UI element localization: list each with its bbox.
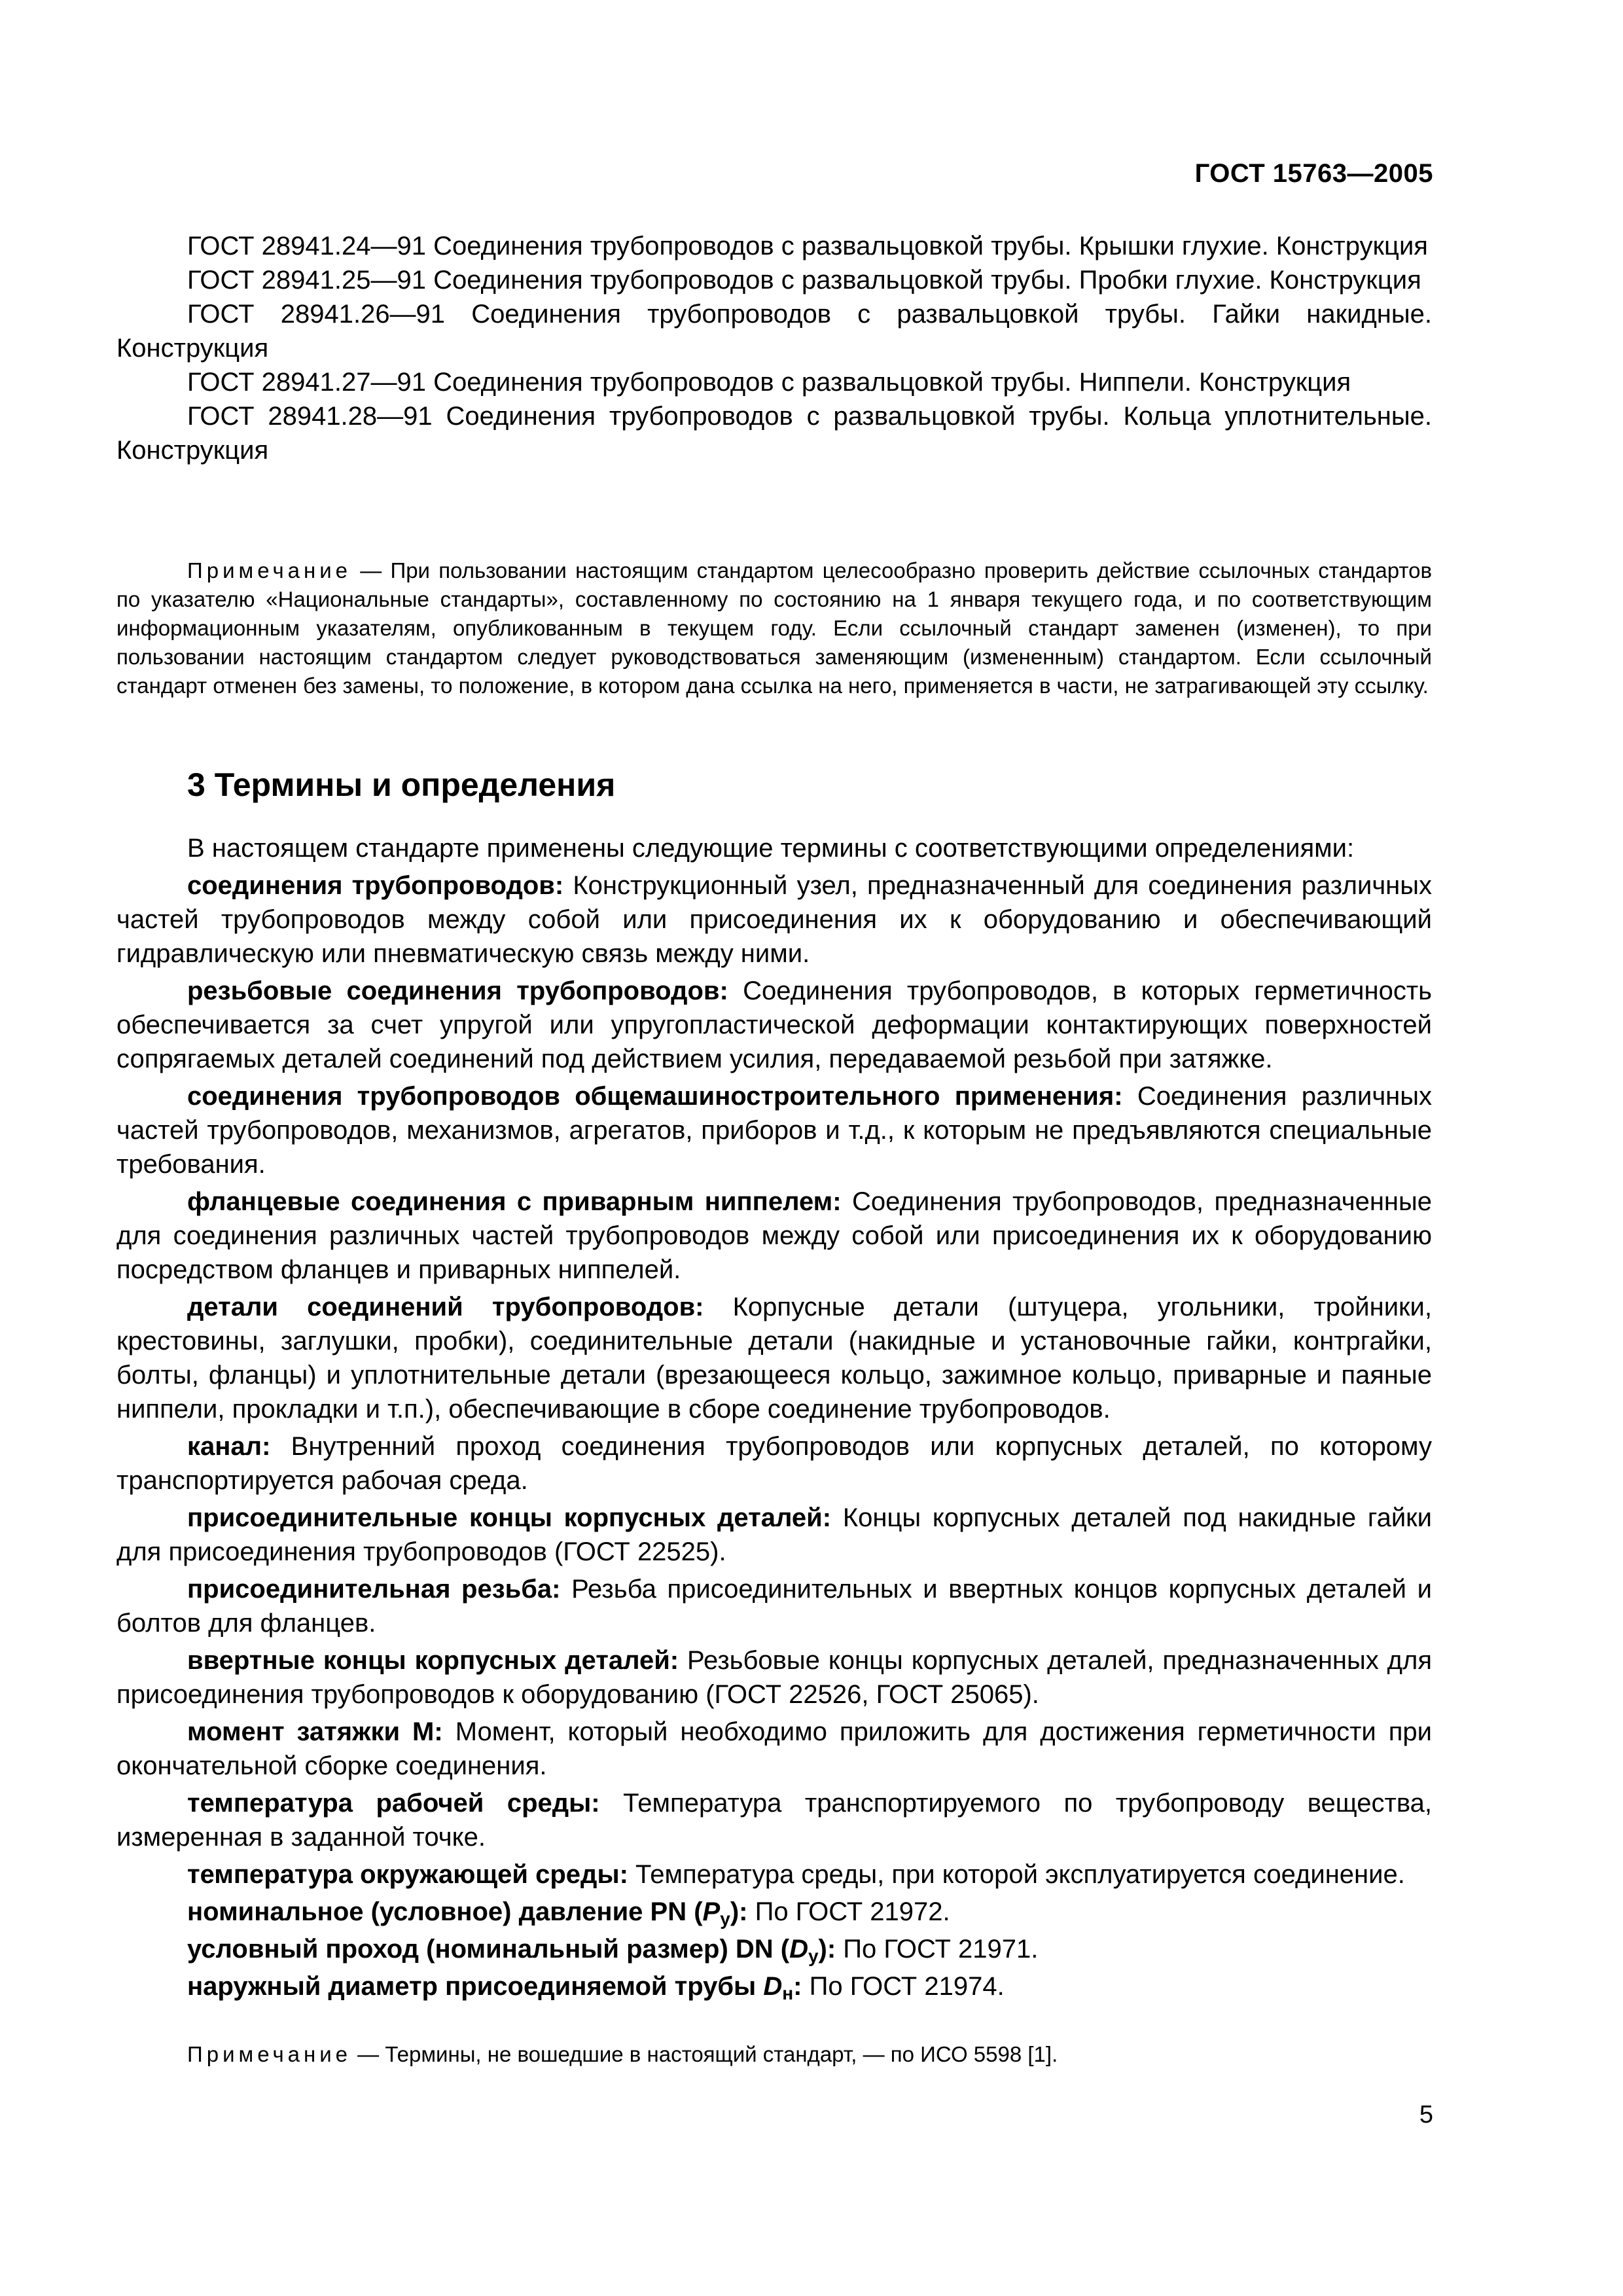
term-symbol: D xyxy=(789,1935,808,1964)
term-text: По ГОСТ 21971. xyxy=(836,1935,1039,1964)
term-definition xyxy=(116,1185,1432,1287)
reference-item: ГОСТ 28941.24—91 Соединения трубопроводов с развальцовкой трубы. Крышки глухие. Конструкция xyxy=(187,232,1428,260)
term-text: Внутренний проход соединения трубопроводов или корпусных деталей, по которому транспортируется рабочая среда. xyxy=(116,1432,1432,1495)
term-definition xyxy=(116,1715,1432,1783)
term-text: Корпусные детали (штуцера, угольники, тройники, крестовины, заглушки, пробки), соединительные детали (накидные и установочные гайки, контргайки, болты, фланцы) и уплотнительные детали (врезающееся кольцо, зажимное кольцо, приварные и паяные ниппели, прокладки и т.п.), обеспечивающие в сборе соединение трубопроводов. xyxy=(116,1293,1432,1424)
term-name: наружный диаметр присоединяемой трубы $D_н$: xyxy=(187,1972,802,2003)
note-text: — При пользовании настоящим стандартом целесообразно проверить действие ссылочных стандартов по указателю «Национальные стандарты», составленному по состоянию на 1 января текущего года, и по соответствующим информационным указателям, опубликованным в текущем году. Если ссылочный стандарт заменен (изменен), то при пользовании настоящим стандартом следует руководствоваться заменяющим (измененным) стандартом. Если ссылочный стандарт отменен без замены, то положение, в котором дана ссылка на него, применяется в части, не затрагивающей эту ссылку. xyxy=(116,558,1432,698)
note-label: Примечание xyxy=(187,558,352,583)
term-definition xyxy=(116,869,1432,971)
term-text: Соединения различных частей трубопроводов, механизмов, агрегатов, приборов и т.д., к которым не предъявляются специальные требования. xyxy=(116,1082,1432,1179)
term-name: присоединительные концы корпусных деталей: xyxy=(187,1503,832,1532)
term-text: Резьбовые концы корпусных деталей, предназначенных для присоединения трубопроводов к оборудованию (ГОСТ 22526, ГОСТ 25065). xyxy=(116,1646,1433,1709)
term-definition xyxy=(116,1786,1432,1854)
term-name: температура окружающей среды: xyxy=(187,1860,628,1889)
term-definition xyxy=(116,1932,1432,1966)
term-text: По ГОСТ 21972. xyxy=(747,1897,950,1926)
terms-list xyxy=(116,831,1432,2007)
term-name: номинальное (условное) давление PN $(P_у)$: xyxy=(187,1897,748,1929)
note-paragraph xyxy=(116,556,1432,700)
reference-item: ГОСТ 28941.28—91 Соединения трубопроводов с развальцовкой трубы. Кольца уплотнительные. Конструкция xyxy=(116,402,1432,465)
term-text: Конструкционный узел, предназначенный для соединения различных частей трубопроводов между собой или присоединения их к оборудованию и обеспечивающий гидравлическую или пневматическую связь между ними. xyxy=(116,871,1433,968)
term-name: соединения трубопроводов: xyxy=(187,871,564,900)
term-definition xyxy=(116,1969,1432,2003)
term-definition xyxy=(116,1895,1432,1929)
term-name: фланцевые соединения с приварным ниппелем: xyxy=(187,1187,842,1216)
term-subscript: у xyxy=(720,1909,730,1929)
term-name: резьбовые соединения трубопроводов: xyxy=(187,977,728,1005)
term-definition xyxy=(116,1290,1432,1426)
term-symbol: P xyxy=(702,1897,721,1926)
reference-item: ГОСТ 28941.25—91 Соединения трубопроводов с развальцовкой трубы. Пробки глухие. Конструкция xyxy=(187,266,1421,295)
term-name: соединения трубопроводов общемашиностроительного применения: xyxy=(187,1082,1123,1111)
reference-item: ГОСТ 28941.26—91 Соединения трубопроводов с развальцовкой трубы. Гайки накидные. Конструкция xyxy=(116,300,1432,363)
reference-list xyxy=(116,229,1432,467)
term-text: Момент, который необходимо приложить для достижения герметичности при окончательной сборке соединения. xyxy=(116,1717,1433,1780)
term-definition xyxy=(116,1572,1432,1640)
term-definition xyxy=(116,1501,1432,1569)
term-definition xyxy=(116,1643,1432,1712)
term-name: ввертные концы корпусных деталей: xyxy=(187,1646,679,1675)
term-name: канал: xyxy=(187,1432,271,1461)
page-number: 5 xyxy=(1419,2101,1433,2128)
term-definition xyxy=(116,1079,1432,1181)
term-definition xyxy=(116,1429,1432,1498)
term-text: Температура среды, при которой эксплуатируется соединение. xyxy=(628,1860,1405,1889)
term-text: Температура транспортируемого по трубопроводу вещества, измеренная в заданной точке. xyxy=(116,1789,1432,1852)
reference-item: ГОСТ 28941.27—91 Соединения трубопроводов с развальцовкой трубы. Ниппели. Конструкция xyxy=(187,368,1351,397)
term-definition xyxy=(116,1857,1432,1892)
term-name: момент затяжки M: xyxy=(187,1717,443,1746)
term-name: температура рабочей среды: xyxy=(187,1789,600,1818)
note-text: — Термины, не вошедшие в настоящий стандарт, — по ИСО 5598 [1]. xyxy=(351,2042,1058,2066)
term-text: Резьба присоединительных и ввертных концов корпусных деталей и болтов для фланцев. xyxy=(116,1575,1432,1638)
note-label: Примечание xyxy=(187,2042,352,2066)
term-name: условный проход (номинальный размер) DN $(D_у)$: xyxy=(187,1935,836,1966)
term-text: Концы корпусных деталей под накидные гайки для присоединения трубопроводов (ГОСТ 22525). xyxy=(116,1503,1433,1566)
term-text: По ГОСТ 21974. xyxy=(802,1972,1005,2001)
term-text: Соединения трубопроводов, в которых герметичность обеспечивается за счет упругой или упругопластической деформации контактирующих поверхностей сопрягаемых деталей соединений под действием усилия, передаваемой резьбой при затяжке. xyxy=(116,977,1432,1073)
terms-intro: В настоящем стандарте применены следующие термины с соответствующими определениями: xyxy=(187,834,1355,863)
document-header: ГОСТ 15763—2005 xyxy=(1194,159,1433,188)
term-name: присоединительная резьба: xyxy=(187,1575,561,1604)
term-symbol: D xyxy=(763,1972,783,2001)
term-subscript: н xyxy=(782,1983,794,2003)
term-text: Соединения трубопроводов, предназначенные для соединения различных частей трубопроводов между собой или присоединения их к оборудованию посредством фланцев и приварных ниппелей. xyxy=(116,1187,1432,1284)
section-heading: 3 Термины и определения xyxy=(187,766,616,803)
term-definition xyxy=(116,974,1432,1076)
note-paragraph xyxy=(187,2042,1058,2067)
term-subscript: у xyxy=(808,1946,819,1966)
term-name: детали соединений трубопроводов: xyxy=(187,1293,704,1321)
